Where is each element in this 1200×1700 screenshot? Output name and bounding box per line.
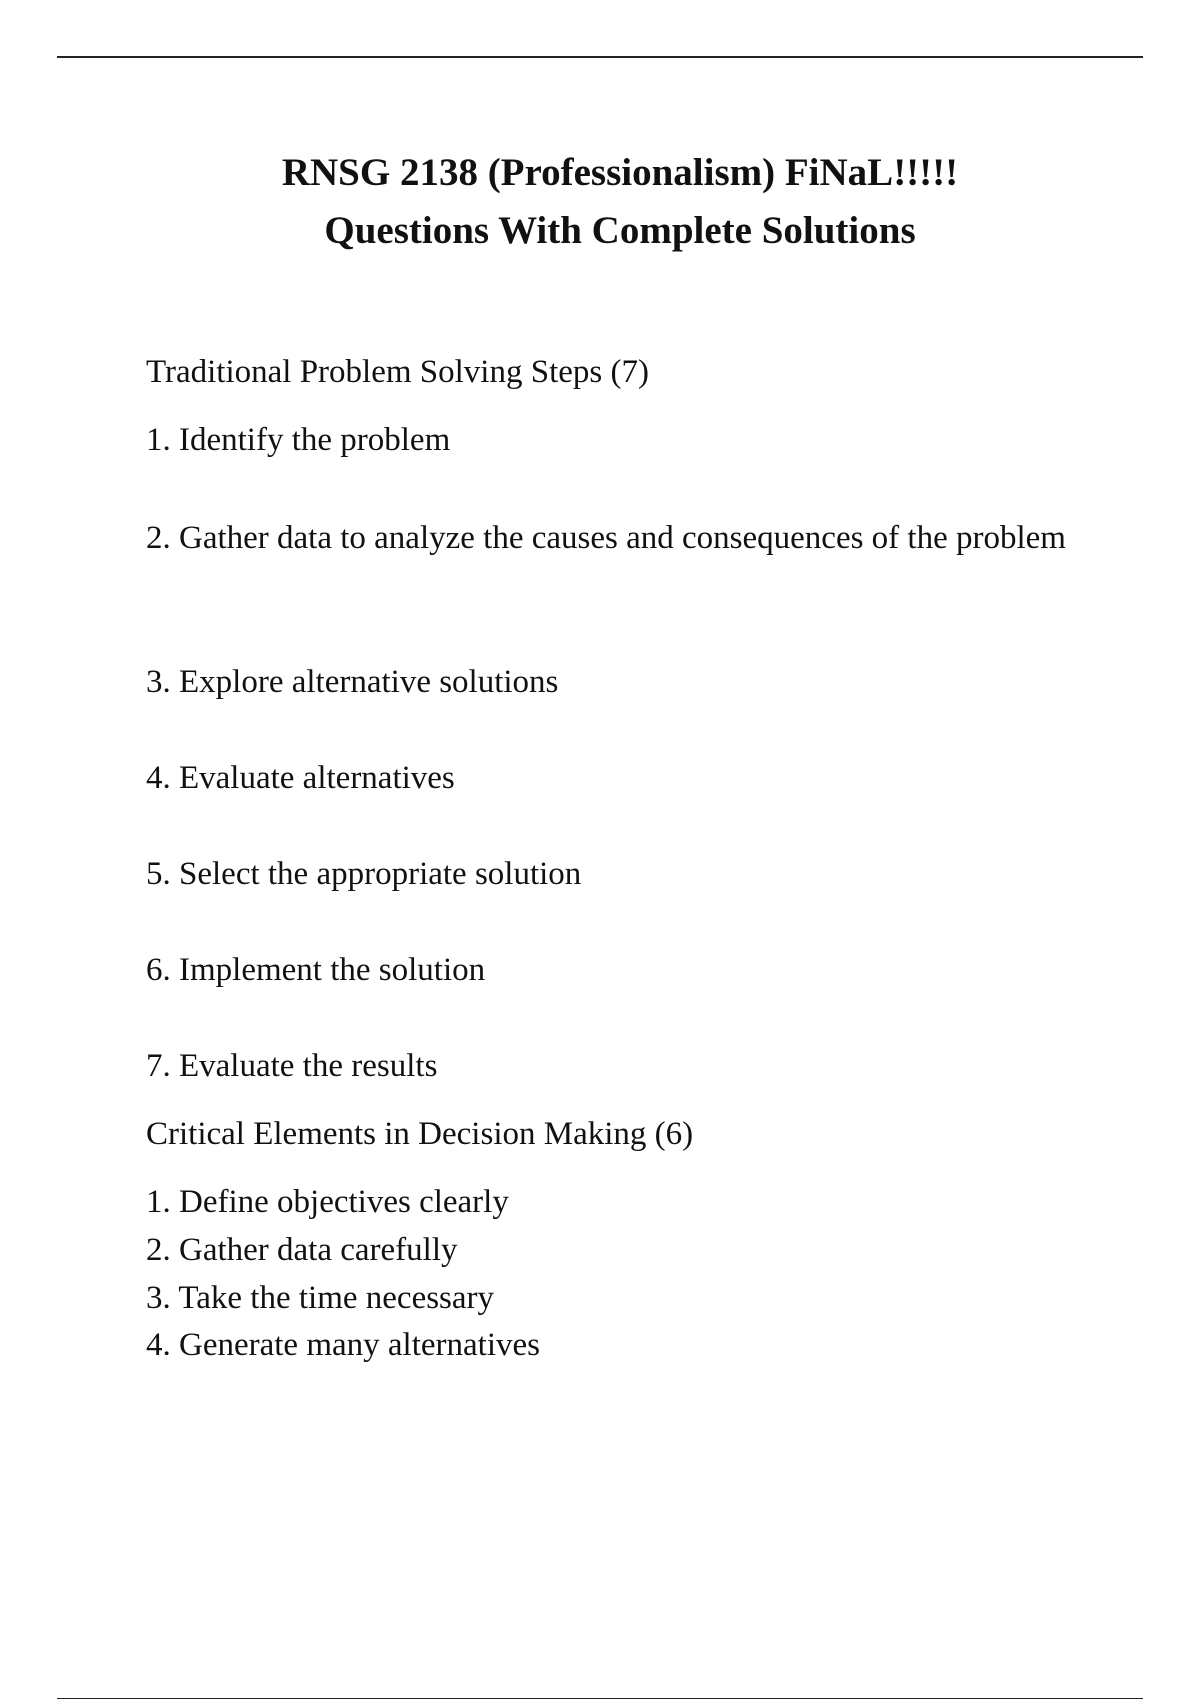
section-heading: Traditional Problem Solving Steps (7) (146, 354, 649, 390)
list-item: 3. Take the time necessary (146, 1280, 495, 1316)
page-title (0, 144, 1200, 260)
list-item: 4. Generate many alternatives (146, 1327, 540, 1363)
bottom-rule (57, 1698, 1143, 1699)
top-rule (57, 56, 1143, 58)
list-item: 2. Gather data carefully (146, 1232, 458, 1268)
list-item: 1. Define objectives clearly (146, 1184, 509, 1220)
title-line-2: Questions With Complete Solutions (324, 209, 916, 252)
title-line-1: RNSG 2138 (Professionalism) FiNaL!!!!! (281, 151, 959, 194)
section-heading: Critical Elements in Decision Making (6) (146, 1116, 694, 1152)
list-item: 1. Identify the problem (146, 422, 451, 458)
list-item: 2. Gather data to analyze the causes and consequences of the problem (146, 520, 1066, 556)
list-item: 3. Explore alternative solutions (146, 664, 559, 700)
list-item: 6. Implement the solution (146, 952, 486, 988)
list-item: 5. Select the appropriate solution (146, 856, 582, 892)
list-item: 4. Evaluate alternatives (146, 760, 455, 796)
list-item: 7. Evaluate the results (146, 1048, 438, 1084)
